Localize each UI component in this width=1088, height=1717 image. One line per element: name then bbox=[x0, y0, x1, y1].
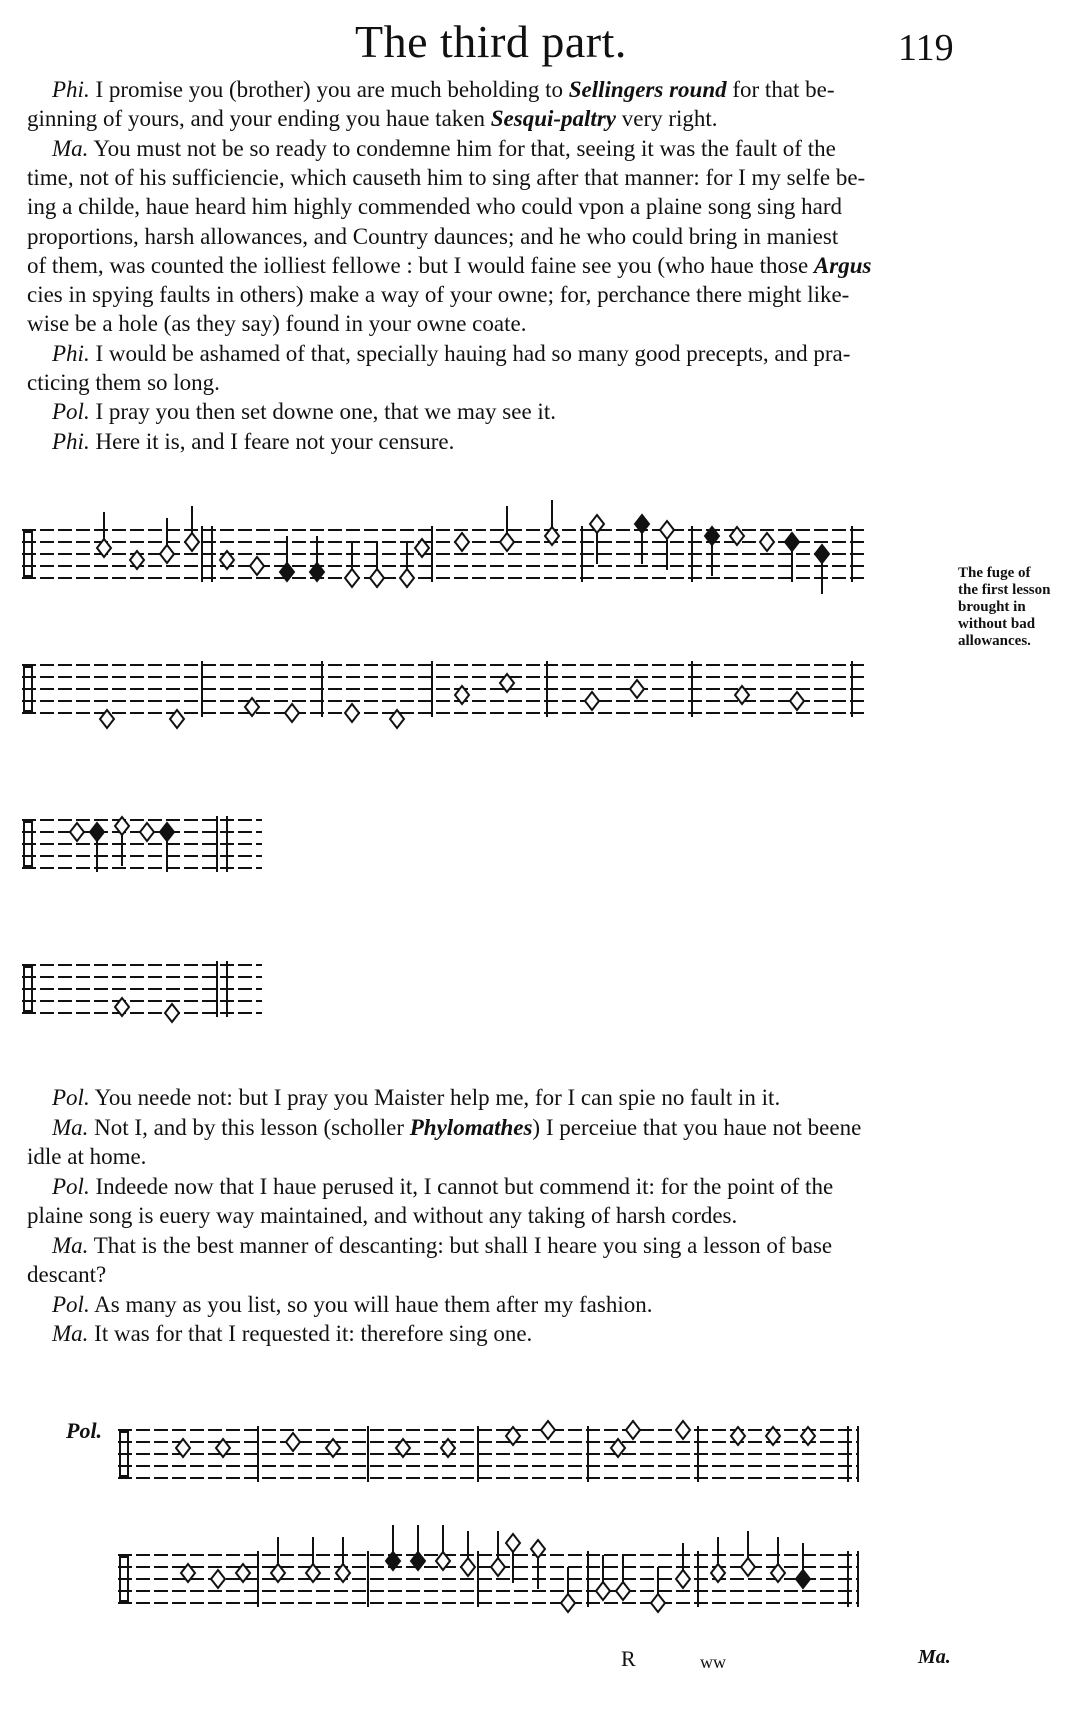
music-staff-2-treble bbox=[22, 810, 292, 910]
text-segment: As many as you list, so you will haue them after my fashion. bbox=[89, 1291, 653, 1317]
note-icon bbox=[185, 533, 199, 551]
text-segment: ) I perceiue that you haue not beene bbox=[532, 1114, 862, 1140]
note-icon bbox=[785, 533, 799, 551]
text-line bbox=[27, 309, 526, 338]
text-segment: Argus bbox=[813, 252, 872, 278]
side-note-line: allowances. bbox=[958, 633, 1031, 649]
text-line bbox=[27, 1142, 146, 1171]
speaker-label: Ma. bbox=[52, 1114, 89, 1140]
voice-label-ma: Ma. bbox=[918, 1646, 951, 1668]
text-segment: Not I, and by this lesson (scholler bbox=[88, 1114, 410, 1140]
text-line bbox=[52, 1172, 833, 1201]
text-segment: time, not of his sufficiencie, which causeth him to sing after that manner: for I my selfe be- bbox=[27, 164, 866, 190]
text-segment: I promise you (brother) you are much beholding to bbox=[89, 77, 569, 102]
music-staff-1-bass bbox=[22, 655, 952, 765]
text-line bbox=[52, 339, 850, 368]
text-segment: Sesqui-paltry bbox=[490, 106, 616, 132]
note-icon bbox=[506, 1534, 520, 1552]
note-icon bbox=[815, 545, 829, 563]
text-segment: That is the best manner of descanting: but shall I heare you sing a lesson of base bbox=[88, 1232, 833, 1258]
page-number: 119 bbox=[898, 27, 954, 69]
text-segment: Sellingers round bbox=[568, 77, 727, 102]
text-line bbox=[52, 397, 556, 426]
text-line bbox=[27, 104, 718, 133]
text-segment: cticing them so long. bbox=[27, 370, 220, 395]
voice-label-pol: Pol. bbox=[66, 1418, 103, 1443]
music-staff-3-bass bbox=[118, 1545, 958, 1655]
note-icon bbox=[491, 1558, 505, 1576]
text-segment: Here it is, and I feare not your censure. bbox=[89, 428, 455, 454]
note-icon bbox=[250, 557, 264, 575]
text-segment: of them, was counted the iolliest fellowe : but I would faine see you (who haue those bbox=[27, 252, 814, 278]
text-segment: Indeede now that I haue perused it, I cannot but commend it: for the point of the bbox=[89, 1173, 834, 1199]
music-staff-1-treble bbox=[22, 520, 952, 620]
text-segment: You neede not: but I pray you Maister help me, for I can spie no fault in it. bbox=[89, 1085, 781, 1110]
text-segment: wise be a hole (as they say) found in your owne coate. bbox=[27, 311, 527, 337]
note-icon bbox=[286, 1433, 300, 1451]
text-segment: ing a childe, haue heard him highly commended who could vpon a plaine song sing hard bbox=[27, 194, 843, 220]
note-icon bbox=[90, 823, 104, 841]
note-icon bbox=[211, 1570, 225, 1588]
side-note-line: brought in bbox=[958, 599, 1026, 615]
note-icon bbox=[790, 692, 804, 710]
text-segment: plaine song is euery way maintained, and without any taking of harsh cordes. bbox=[27, 1203, 738, 1228]
text-segment: descant? bbox=[27, 1262, 107, 1287]
text-line bbox=[52, 1319, 532, 1348]
text-segment: cies in spying faults in others) make a way of your owne; for, perchance there might like- bbox=[27, 282, 850, 308]
text-segment: I would be ashamed of that, specially hauing had so many good precepts, and pra- bbox=[89, 340, 851, 366]
text-line bbox=[27, 280, 849, 309]
text-line bbox=[52, 134, 836, 163]
text-line bbox=[27, 1260, 106, 1289]
music-staff-3-treble bbox=[118, 1420, 958, 1520]
note-icon bbox=[676, 1421, 690, 1439]
note-icon bbox=[345, 569, 359, 587]
note-icon bbox=[676, 1570, 690, 1588]
note-icon bbox=[160, 545, 174, 563]
note-icon bbox=[651, 1594, 665, 1612]
note-icon bbox=[561, 1594, 575, 1612]
note-icon bbox=[345, 704, 359, 722]
note-icon bbox=[760, 533, 774, 551]
note-icon bbox=[500, 533, 514, 551]
speaker-label: Phi. bbox=[52, 428, 90, 454]
text-line bbox=[52, 1083, 780, 1112]
note-icon bbox=[616, 1582, 630, 1600]
note-icon bbox=[626, 1421, 640, 1439]
note-icon bbox=[585, 692, 599, 710]
note-icon bbox=[285, 704, 299, 722]
text-line bbox=[27, 251, 871, 280]
music-mark-squiggle: ww bbox=[700, 1652, 726, 1672]
text-line bbox=[52, 427, 454, 456]
text-line bbox=[27, 1201, 737, 1230]
note-icon bbox=[630, 680, 644, 698]
text-line bbox=[27, 222, 838, 251]
note-icon bbox=[541, 1421, 555, 1439]
note-icon bbox=[70, 823, 84, 841]
speaker-label: Pol. bbox=[52, 1085, 90, 1110]
note-icon bbox=[596, 1582, 610, 1600]
text-line bbox=[27, 192, 842, 221]
note-icon bbox=[160, 823, 174, 841]
speaker-label: Ma. bbox=[52, 1232, 89, 1258]
note-icon bbox=[140, 823, 154, 841]
side-note-line: The fuge of bbox=[958, 565, 1031, 581]
side-note-line: the first lesson bbox=[958, 582, 1051, 598]
text-line bbox=[52, 1290, 652, 1319]
side-note bbox=[958, 565, 1051, 650]
text-segment: proportions, harsh allowances, and Country daunces; and he who could bring in maniest bbox=[27, 223, 839, 249]
side-note-line: without bad bbox=[958, 616, 1036, 632]
speaker-label: Ma. bbox=[52, 135, 89, 161]
text-segment: ginning of yours, and your ending you haue taken bbox=[27, 106, 491, 132]
note-icon bbox=[461, 1558, 475, 1576]
music-mark-r: R bbox=[621, 1646, 636, 1671]
text-segment: It was for that I requested it: therefore sing one. bbox=[88, 1321, 533, 1346]
text-segment: for that be- bbox=[726, 77, 835, 102]
text-line bbox=[52, 75, 835, 104]
text-line bbox=[52, 1231, 832, 1260]
text-segment: very right. bbox=[615, 106, 718, 132]
text-segment: I pray you then set downe one, that we may see it. bbox=[89, 399, 556, 425]
note-icon bbox=[741, 1558, 755, 1576]
page-title: The third part. bbox=[355, 16, 627, 67]
note-icon bbox=[370, 569, 384, 587]
speaker-label: Phi. bbox=[52, 77, 90, 102]
text-line bbox=[27, 163, 865, 192]
text-segment: Phylomathes bbox=[409, 1114, 533, 1140]
note-icon bbox=[455, 533, 469, 551]
text-segment: idle at home. bbox=[27, 1144, 147, 1169]
music-staff-2-bass bbox=[22, 955, 292, 1065]
note-icon bbox=[400, 569, 414, 587]
text-line bbox=[52, 1113, 861, 1142]
speaker-label: Pol. bbox=[52, 399, 90, 425]
speaker-label: Phi. bbox=[52, 340, 90, 366]
note-icon bbox=[796, 1570, 810, 1588]
text-segment: You must not be so ready to condemne him for that, seeing it was the fault of the bbox=[88, 135, 836, 161]
text-line bbox=[27, 368, 220, 397]
note-icon bbox=[165, 1004, 179, 1022]
speaker-label: Pol. bbox=[52, 1173, 90, 1199]
speaker-label: Pol. bbox=[52, 1291, 90, 1317]
speaker-label: Ma. bbox=[52, 1321, 89, 1346]
note-icon bbox=[660, 521, 674, 539]
